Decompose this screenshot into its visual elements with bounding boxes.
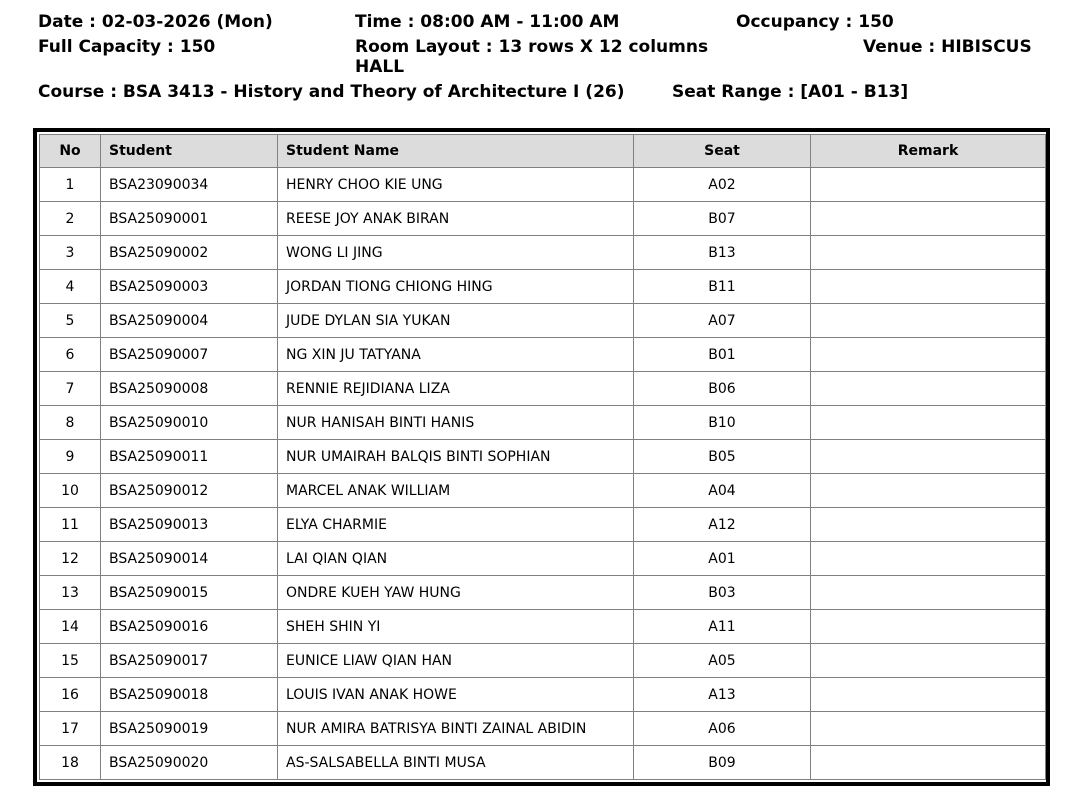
cell-remark [811, 168, 1046, 202]
cell-no: 6 [40, 338, 101, 372]
cell-student-id: BSA25090001 [101, 202, 278, 236]
cell-seat: A01 [634, 542, 811, 576]
cell-remark [811, 610, 1046, 644]
cell-student-id: BSA25090002 [101, 236, 278, 270]
cell-seat: B06 [634, 372, 811, 406]
occupancy: Occupancy : 150 [736, 12, 894, 32]
cell-no: 10 [40, 474, 101, 508]
cell-no: 12 [40, 542, 101, 576]
cell-remark [811, 304, 1046, 338]
table-row [40, 576, 1046, 610]
room-layout: Room Layout : 13 rows X 12 columns [355, 37, 709, 57]
cell-seat: A07 [634, 304, 811, 338]
cell-remark [811, 576, 1046, 610]
course: Course : BSA 3413 - History and Theory of Architecture I (26) [38, 82, 625, 102]
cell-student-name: LOUIS IVAN ANAK HOWE [278, 678, 634, 712]
cell-no: 16 [40, 678, 101, 712]
cell-seat: B11 [634, 270, 811, 304]
cell-student-id: BSA25090004 [101, 304, 278, 338]
cell-student-name: JORDAN TIONG CHIONG HING [278, 270, 634, 304]
cell-remark [811, 338, 1046, 372]
cell-student-name: MARCEL ANAK WILLIAM [278, 474, 634, 508]
full-capacity: Full Capacity : 150 [38, 37, 216, 57]
cell-remark [811, 202, 1046, 236]
table-row [40, 542, 1046, 576]
cell-no: 9 [40, 440, 101, 474]
cell-no: 17 [40, 712, 101, 746]
cell-remark [811, 440, 1046, 474]
cell-no: 4 [40, 270, 101, 304]
cell-student-id: BSA25090011 [101, 440, 278, 474]
cell-seat: A02 [634, 168, 811, 202]
cell-student-id: BSA25090008 [101, 372, 278, 406]
cell-student-id: BSA25090014 [101, 542, 278, 576]
cell-no: 14 [40, 610, 101, 644]
cell-student-id: BSA25090010 [101, 406, 278, 440]
cell-student-name: NUR UMAIRAH BALQIS BINTI SOPHIAN [278, 440, 634, 474]
cell-student-id: BSA25090003 [101, 270, 278, 304]
cell-student-name: ONDRE KUEH YAW HUNG [278, 576, 634, 610]
cell-remark [811, 644, 1046, 678]
table-row [40, 678, 1046, 712]
cell-student-id: BSA25090013 [101, 508, 278, 542]
cell-student-id: BSA25090018 [101, 678, 278, 712]
venue-continued: HALL [355, 57, 405, 77]
table-row [40, 644, 1046, 678]
col-header-no: No [40, 135, 101, 168]
table-row [40, 746, 1046, 780]
col-header-student-name: Student Name [278, 135, 634, 168]
cell-seat: B10 [634, 406, 811, 440]
cell-no: 13 [40, 576, 101, 610]
cell-seat: B07 [634, 202, 811, 236]
table-row [40, 168, 1046, 202]
cell-seat: B01 [634, 338, 811, 372]
cell-no: 11 [40, 508, 101, 542]
cell-remark [811, 372, 1046, 406]
cell-seat: B03 [634, 576, 811, 610]
table-row [40, 304, 1046, 338]
cell-remark [811, 746, 1046, 780]
cell-seat: A12 [634, 508, 811, 542]
cell-seat: B13 [634, 236, 811, 270]
cell-student-name: RENNIE REJIDIANA LIZA [278, 372, 634, 406]
cell-student-id: BSA25090016 [101, 610, 278, 644]
table-row [40, 338, 1046, 372]
cell-student-name: LAI QIAN QIAN [278, 542, 634, 576]
venue: Venue : HIBISCUS [863, 37, 1032, 57]
col-header-remark: Remark [811, 135, 1046, 168]
cell-student-name: NG XIN JU TATYANA [278, 338, 634, 372]
cell-seat: A13 [634, 678, 811, 712]
exam-time: Time : 08:00 AM - 11:00 AM [355, 12, 620, 32]
cell-seat: A11 [634, 610, 811, 644]
cell-student-id: BSA23090034 [101, 168, 278, 202]
cell-student-name: ELYA CHARMIE [278, 508, 634, 542]
cell-seat: A06 [634, 712, 811, 746]
cell-seat: B05 [634, 440, 811, 474]
cell-remark [811, 406, 1046, 440]
cell-student-name: HENRY CHOO KIE UNG [278, 168, 634, 202]
cell-student-name: REESE JOY ANAK BIRAN [278, 202, 634, 236]
cell-student-name: AS-SALSABELLA BINTI MUSA [278, 746, 634, 780]
col-header-seat: Seat [634, 135, 811, 168]
cell-student-id: BSA25090020 [101, 746, 278, 780]
table-header-row [40, 135, 1046, 168]
cell-no: 8 [40, 406, 101, 440]
cell-remark [811, 542, 1046, 576]
cell-student-name: EUNICE LIAW QIAN HAN [278, 644, 634, 678]
cell-remark [811, 270, 1046, 304]
cell-student-id: BSA25090015 [101, 576, 278, 610]
cell-student-name: WONG LI JING [278, 236, 634, 270]
cell-student-name: SHEH SHIN YI [278, 610, 634, 644]
cell-no: 5 [40, 304, 101, 338]
exam-date: Date : 02-03-2026 (Mon) [38, 12, 273, 32]
cell-remark [811, 236, 1046, 270]
table-row [40, 508, 1046, 542]
cell-remark [811, 712, 1046, 746]
cell-no: 2 [40, 202, 101, 236]
cell-no: 15 [40, 644, 101, 678]
cell-no: 1 [40, 168, 101, 202]
cell-student-id: BSA25090012 [101, 474, 278, 508]
cell-remark [811, 678, 1046, 712]
cell-no: 3 [40, 236, 101, 270]
cell-remark [811, 508, 1046, 542]
student-table-frame [33, 128, 1050, 786]
table-row [40, 270, 1046, 304]
table-row [40, 202, 1046, 236]
cell-seat: A04 [634, 474, 811, 508]
cell-remark [811, 474, 1046, 508]
cell-no: 18 [40, 746, 101, 780]
cell-student-name: NUR AMIRA BATRISYA BINTI ZAINAL ABIDIN [278, 712, 634, 746]
cell-student-id: BSA25090019 [101, 712, 278, 746]
seat-range: Seat Range : [A01 - B13] [672, 82, 909, 102]
cell-student-id: BSA25090017 [101, 644, 278, 678]
cell-seat: B09 [634, 746, 811, 780]
table-row [40, 610, 1046, 644]
table-row [40, 712, 1046, 746]
cell-student-id: BSA25090007 [101, 338, 278, 372]
table-row [40, 406, 1046, 440]
table-row [40, 236, 1046, 270]
student-table [39, 134, 1046, 780]
table-row [40, 440, 1046, 474]
cell-seat: A05 [634, 644, 811, 678]
cell-student-name: JUDE DYLAN SIA YUKAN [278, 304, 634, 338]
cell-student-name: NUR HANISAH BINTI HANIS [278, 406, 634, 440]
col-header-student: Student [101, 135, 278, 168]
cell-no: 7 [40, 372, 101, 406]
table-row [40, 474, 1046, 508]
table-row [40, 372, 1046, 406]
